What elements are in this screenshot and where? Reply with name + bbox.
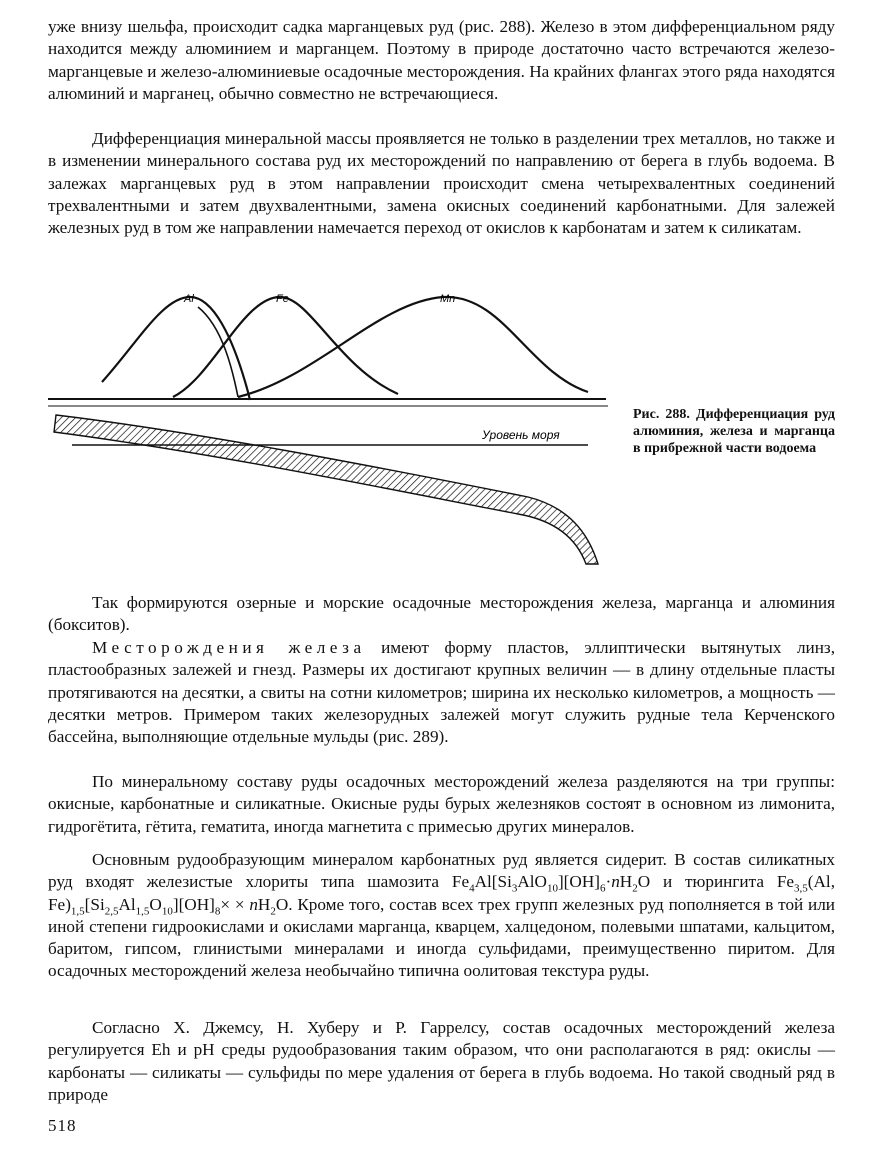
figure-caption: Рис. 288. Дифференциация руд алюминия, железа и марганца в прибрежной части водоема bbox=[633, 407, 835, 456]
formula-chamosite: $Fe_4Al[Si_3AlO_{10}][OH]_6\cdot nH_2O$ bbox=[451, 872, 651, 895]
main-text-a: Основным рудообразующим минералом карбонатных руд является сидерит. В состав силикатных руд входят железистые хлориты типа шамозита bbox=[48, 850, 835, 892]
mn-curve bbox=[238, 297, 588, 397]
paragraph-deposits-text: имеют форму пластов, эллиптически вытянутых линз, пластообразных залежей и гнезд. Размеры их достигают крупных величин — в длину отдельные пласты протягиваются на десятки, а свиты на сотни километров; ширина их несколько километров, а мощность — десятки метров. Примером таких железорудных залежей могут служить рудные тела Керченского бассейна, выполняющие отдельные мульды (рис. 289). bbox=[48, 638, 835, 747]
paragraph-james: Согласно Х. Джемсу, Н. Хуберу и Р. Гаррелсу, состав осадочных месторождений железа регулируется Eh и pH среды рудообразования таким образом, что они располагаются в ряд: окислы — карбонаты — силикаты — сульфиды по мере удаления от берега в глубь водоема. Но такой сводный ряд в природе bbox=[48, 1018, 835, 1104]
paragraph-top: уже внизу шельфа, происходит садка марганцевых руд (рис. 288). Железо в этом дифференциальном ряду находится между алюминием и марганцем. Поэтому в природе достаточно часто встречаются железо-марганцевые и железо-алюминиевые осадочные месторождения. На крайних флангах этого ряда находятся алюминий и марганец, обычно совместно не встречающиеся. bbox=[48, 17, 835, 103]
curve-label-mn: Mn bbox=[440, 293, 456, 305]
paragraph-main-minerals bbox=[48, 849, 835, 983]
fe-curve bbox=[173, 297, 398, 397]
paragraph-mineral: По минеральному составу руды осадочных месторождений железа разделяются на три группы: окисные, карбонатные и силикатные. Окисные руды бурых железняков состоят в основном из лимонита, гидрогётита, гётита, гематита, иногда магнетита с примесью других минералов. bbox=[48, 772, 835, 836]
curve-label-fe: Fe bbox=[276, 293, 289, 305]
sea-level-label: Уровень моря bbox=[482, 428, 560, 442]
paragraph-formation: Так формируются озерные и морские осадочные месторождения железа, марганца и алюминия (бокситов). bbox=[48, 593, 835, 635]
figure-288-diagram bbox=[48, 282, 618, 582]
al-curve bbox=[102, 297, 250, 400]
spaced-heading: Месторождения железа bbox=[92, 638, 366, 657]
formula-thuringite: $Fe_{3,5}(Al$, $Fe)_{1,5}[Si_{2,5}Al_{1,5}O_{10}][OH]_8\times \times nH_2O$. bbox=[48, 872, 835, 918]
curve-label-al: Al bbox=[184, 293, 194, 305]
paragraph-deposits bbox=[48, 637, 835, 748]
main-text-c: Кроме того, состав всех трех групп железных руд пополняется в той или иной степени гидроокислами и окислами марганца, кварцем, халцедоном, полевыми шпатами, кальцитом, баритом, гипсом, глинистыми минералами и иногда сульфидами, преимущественно пиритом. Для осадочных месторождений железа необычайно типична оолитовая текстура руды. bbox=[48, 894, 836, 981]
paragraph-differentiation: Дифференциация минеральной массы проявляется не только в разделении трех металлов, но также и в изменении минерального состава руд их месторождений по направлению от берега в глубь водоема. В залежах марганцевых руд в этом направлении происходит смена четырехвалентных соединений трехвалентными и затем двухвалентными, замена окисных соединений карбонатными. Для залежей железных руд в том же направлении намечается переход от окислов к карбонатам и затем к силикатам. bbox=[48, 129, 835, 238]
main-text-b: и тюрингита bbox=[650, 872, 777, 892]
page-number: 518 bbox=[48, 1116, 77, 1135]
